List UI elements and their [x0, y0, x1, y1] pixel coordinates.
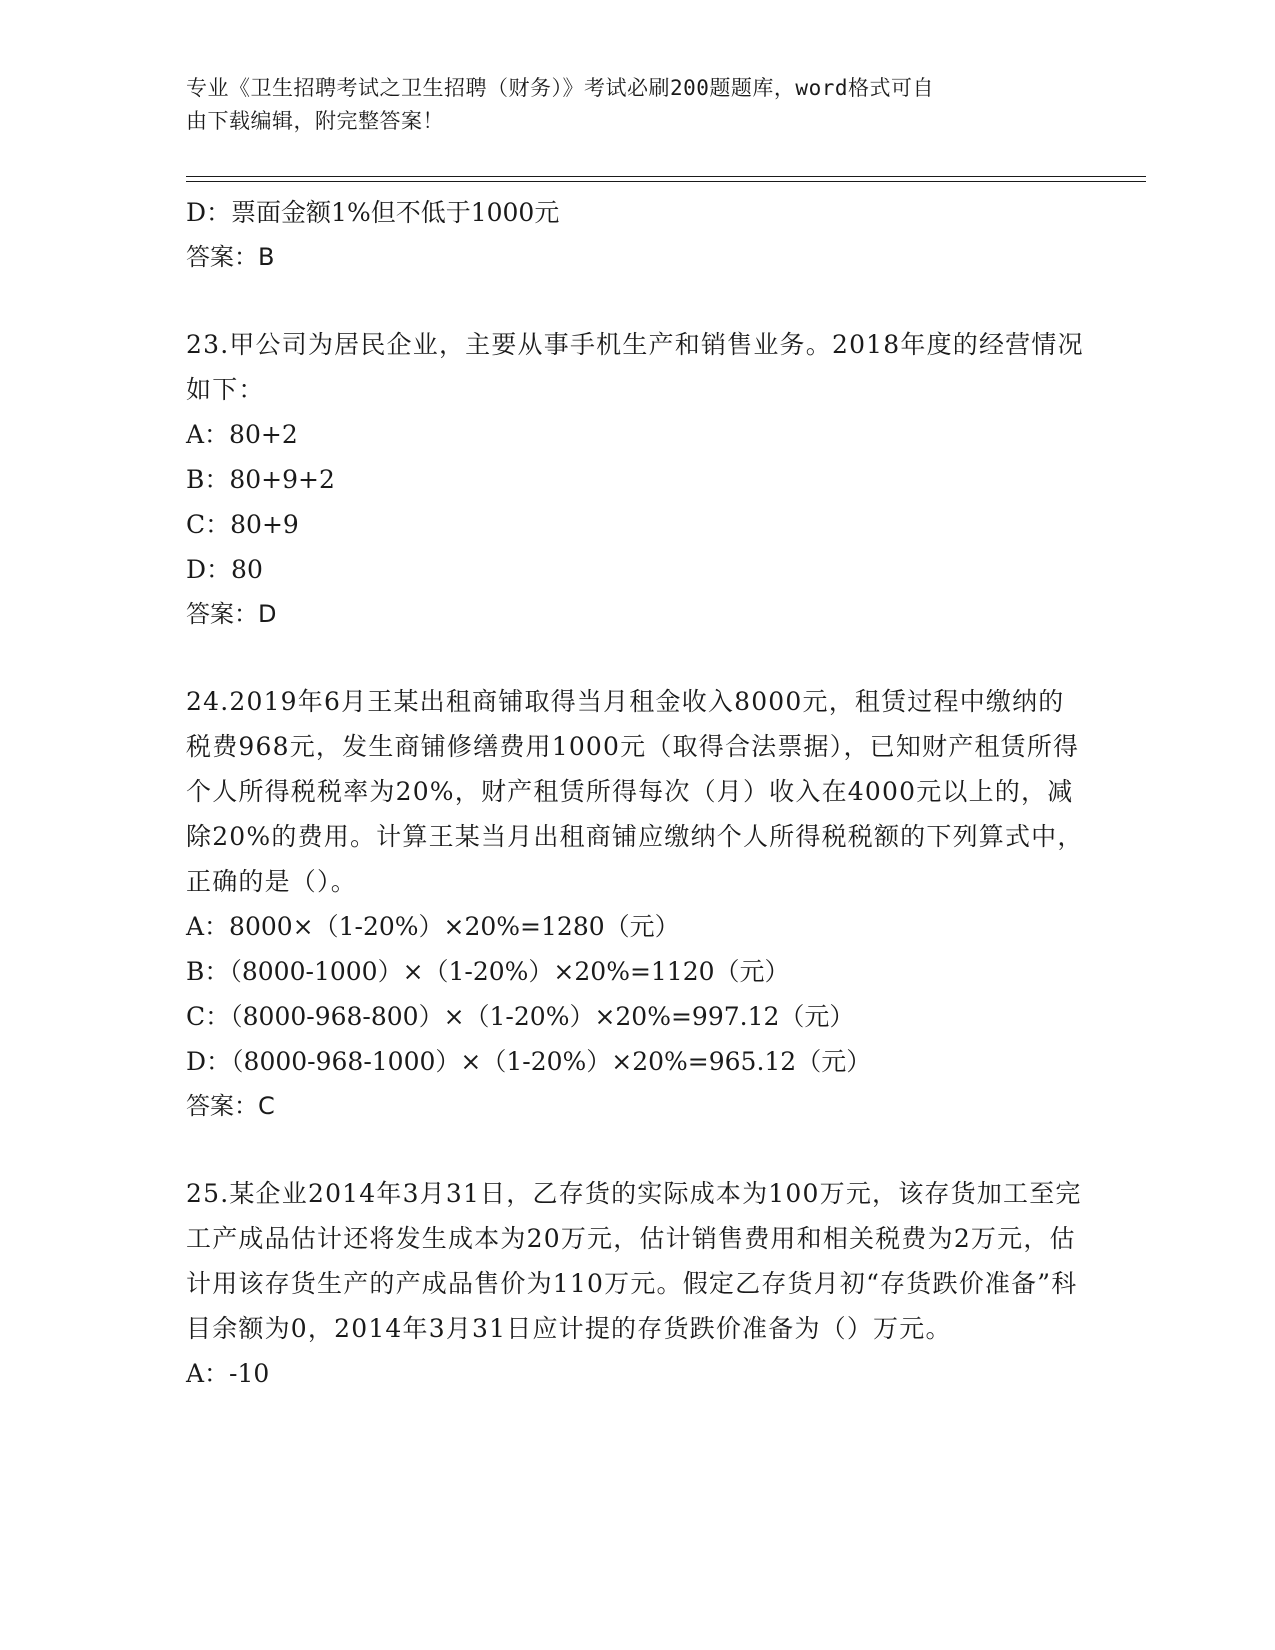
option-a: A：80+2 [186, 420, 298, 449]
answer-line: 答案：B [186, 243, 275, 271]
option-b: B：80+9+2 [186, 465, 335, 494]
option-c: C：（8000-968-800）×（1-20%）×20%=997.12（元） [186, 1002, 855, 1031]
option-a: A：-10 [186, 1359, 270, 1388]
answer-line: 答案：D [186, 600, 277, 628]
option-d: D：（8000-968-1000）×（1-20%）×20%=965.12（元） [186, 1047, 872, 1076]
option-d: D：票面金额1%但不低于1000元 [186, 198, 560, 227]
carry-over-block [186, 190, 1086, 280]
question-24 [186, 679, 1086, 1129]
header-line-1: 专业《卫生招聘考试之卫生招聘（财务）》考试必刷200题题库，word格式可自 [186, 76, 934, 100]
option-a: A：8000×（1-20%）×20%=1280（元） [186, 912, 680, 941]
document-header [186, 72, 1086, 138]
header-rule-top [186, 176, 1146, 177]
question-25 [186, 1171, 1086, 1396]
option-c: C：80+9 [186, 510, 299, 539]
option-d: D：80 [186, 555, 263, 584]
header-line-2: 由下载编辑，附完整答案！ [186, 109, 444, 133]
header-rule-bottom [186, 181, 1146, 182]
question-text: 24.2019年6月王某出租商铺取得当月租金收入8000元，租赁过程中缴纳的税费968元，发生商铺修缮费用1000元（取得合法票据），已知财产租赁所得个人所得税税率为20%，财产租赁所得每次（月）收入在4000元以上的，减除20%的费用。计算王某当月出租商铺应缴纳个人所得税税额的下列算式中，正确的是（）。 [186, 687, 1084, 896]
answer-line: 答案：C [186, 1092, 275, 1120]
question-text: 23.甲公司为居民企业，主要从事手机生产和销售业务。2018年度的经营情况如下： [186, 330, 1084, 404]
question-content [186, 190, 1086, 1396]
question-23 [186, 322, 1086, 637]
question-text: 25.某企业2014年3月31日，乙存货的实际成本为100万元，该存货加工至完工产成品估计还将发生成本为20万元，估计销售费用和相关税费为2万元，估计用该存货生产的产成品售价为110万元。假定乙存货月初“存货跌价准备”科目余额为0，2014年3月31日应计提的存货跌价准备为（）万元。 [186, 1179, 1082, 1343]
option-b: B：（8000-1000）×（1-20%）×20%=1120（元） [186, 957, 790, 986]
